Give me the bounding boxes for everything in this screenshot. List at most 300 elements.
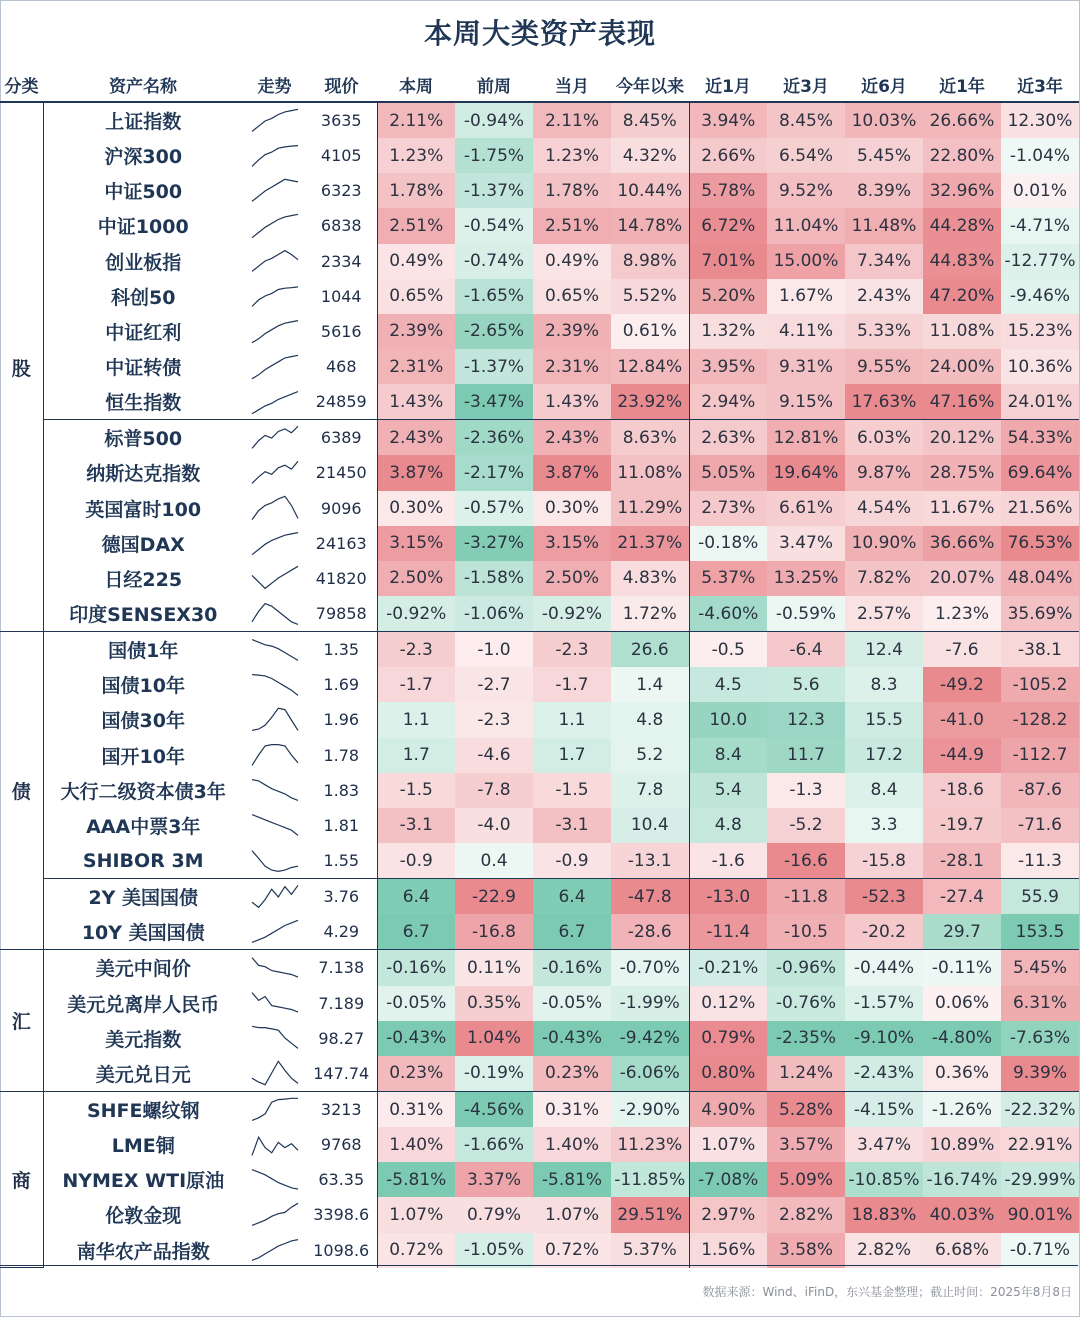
asset-name: 中证转债 [105, 357, 182, 380]
current-price: 1.35 [306, 632, 377, 668]
value-cell: -47.8 [611, 879, 689, 915]
table-row [0, 879, 1079, 915]
value-cell: 0.36% [923, 1056, 1001, 1092]
asset-performance-table [0, 68, 1079, 1268]
sparkline-svg [250, 740, 300, 770]
value-cell: 11.7 [767, 738, 845, 773]
value-cell: 8.45% [767, 102, 845, 138]
current-price: 2334 [306, 244, 377, 279]
value-cell: 17.2 [845, 738, 923, 773]
value-cell: 24.00% [923, 349, 1001, 384]
sparkline-svg [250, 246, 300, 276]
value-cell: 1.40% [377, 1127, 455, 1162]
value-cell: 6.03% [845, 420, 923, 456]
asset-name: 国开10年 [101, 745, 185, 768]
value-cell: 7.82% [845, 561, 923, 596]
value-cell: 3.3 [845, 808, 923, 843]
value-cell: 2.43% [845, 279, 923, 314]
asset-name: 美元中间价 [43, 950, 243, 986]
asset-name: 中证红利 [105, 321, 182, 344]
value-cell: 4.90% [689, 1091, 767, 1127]
trend-sparkline [243, 491, 306, 526]
asset-name: AAA中票3年 [86, 815, 201, 838]
sparkline-line [252, 391, 298, 413]
value-cell: -7.08% [689, 1162, 767, 1197]
value-cell: 8.3 [845, 667, 923, 702]
value-cell: 2.50% [533, 561, 611, 596]
value-cell: -2.36% [455, 420, 533, 456]
value-cell: 19.64% [767, 455, 845, 490]
sparkline-line [252, 745, 298, 766]
current-price: 9768 [306, 1127, 377, 1162]
category-label: 债 [0, 632, 43, 950]
value-cell: 8.45% [611, 102, 689, 138]
trend-sparkline [243, 914, 306, 950]
value-cell: 1.72% [611, 596, 689, 632]
trend-sparkline [243, 702, 306, 737]
sparkline-svg [250, 1165, 300, 1195]
value-cell: -0.76% [767, 986, 845, 1021]
value-cell: 0.49% [377, 244, 455, 279]
asset-name: 中证500 [104, 181, 183, 204]
sparkline-line [252, 1137, 298, 1155]
value-cell: 11.04% [767, 208, 845, 243]
column-header: 近6月 [845, 68, 923, 102]
value-cell: 3.87% [533, 455, 611, 490]
asset-name: 美元兑离岸人民币 [67, 993, 220, 1016]
asset-name: 恒生指数 [105, 392, 182, 415]
value-cell: -0.71% [1001, 1233, 1079, 1268]
current-price: 7.189 [306, 986, 377, 1021]
table-row [0, 1127, 1079, 1162]
value-cell: 10.36% [1001, 349, 1079, 384]
sparkline-svg [250, 528, 300, 558]
value-cell: 29.7 [923, 914, 1001, 950]
table-row [0, 102, 1079, 138]
value-cell: 3.15% [377, 526, 455, 561]
value-cell: 4.54% [845, 491, 923, 526]
value-cell: 6.61% [767, 491, 845, 526]
asset-name: LME铜 [111, 1135, 175, 1158]
value-cell: 35.69% [1001, 596, 1079, 632]
value-cell: -9.42% [611, 1021, 689, 1056]
value-cell: 1.07% [533, 1197, 611, 1232]
value-cell: 1.4 [611, 667, 689, 702]
current-price: 5616 [306, 314, 377, 349]
value-cell: -28.6 [611, 914, 689, 950]
value-cell: -9.10% [845, 1021, 923, 1056]
value-cell: 2.11% [377, 102, 455, 138]
value-cell: 4.83% [611, 561, 689, 596]
current-price: 468 [306, 349, 377, 384]
value-cell: 11.67% [923, 491, 1001, 526]
table-row [0, 420, 1079, 456]
table-row [0, 914, 1079, 950]
current-price: 6323 [306, 173, 377, 208]
table-row [0, 491, 1079, 526]
value-cell: 26.6 [611, 632, 689, 668]
column-header: 近1月 [689, 68, 767, 102]
value-cell: 0.30% [377, 491, 455, 526]
value-cell: -1.04% [1001, 138, 1079, 173]
value-cell: 8.39% [845, 173, 923, 208]
sparkline-line [252, 815, 298, 836]
current-price: 1.69 [306, 667, 377, 702]
trend-sparkline [243, 526, 306, 561]
value-cell: 4.32% [611, 138, 689, 173]
value-cell: 8.63% [611, 420, 689, 456]
value-cell: 11.08% [611, 455, 689, 490]
value-cell: 1.7 [377, 738, 455, 773]
sparkline-svg [250, 176, 300, 206]
value-cell: 2.57% [845, 596, 923, 632]
trend-sparkline [243, 1056, 306, 1092]
value-cell: -4.15% [845, 1091, 923, 1127]
table-row [0, 1021, 1079, 1056]
value-cell: 0.4 [455, 843, 533, 879]
value-cell: 1.04% [455, 1021, 533, 1056]
value-cell: 6.7 [377, 914, 455, 950]
value-cell: 2.73% [689, 491, 767, 526]
trend-sparkline [243, 244, 306, 279]
value-cell: 2.63% [689, 420, 767, 456]
value-cell: -0.05% [533, 986, 611, 1021]
column-header: 本周 [377, 68, 455, 102]
value-cell: 3.58% [767, 1233, 845, 1268]
sparkline-svg [250, 493, 300, 523]
asset-name: 日经225 [104, 568, 183, 591]
trend-sparkline [243, 738, 306, 773]
value-cell: 20.12% [923, 420, 1001, 456]
table-row [0, 455, 1079, 490]
value-cell: 48.04% [1001, 561, 1079, 596]
current-price: 1.78 [306, 738, 377, 773]
value-cell: 17.63% [845, 384, 923, 420]
value-cell: -112.7 [1001, 738, 1079, 773]
value-cell: -0.43% [533, 1021, 611, 1056]
value-cell: 7.34% [845, 244, 923, 279]
trend-sparkline [243, 138, 306, 173]
value-cell: 18.83% [845, 1197, 923, 1232]
sparkline-line [252, 920, 298, 942]
sparkline-line [252, 639, 298, 660]
value-cell: -1.66% [455, 1127, 533, 1162]
value-cell: -1.5 [377, 773, 455, 808]
trend-sparkline [243, 808, 306, 843]
value-cell: 28.75% [923, 455, 1001, 490]
value-cell: -0.54% [455, 208, 533, 243]
value-cell: 5.6 [767, 667, 845, 702]
value-cell: -11.4 [689, 914, 767, 950]
value-cell: -1.6 [689, 843, 767, 879]
value-cell: -9.46% [1001, 279, 1079, 314]
value-cell: 6.7 [533, 914, 611, 950]
column-header: 近3月 [767, 68, 845, 102]
value-cell: -10.5 [767, 914, 845, 950]
value-cell: 0.06% [923, 986, 1001, 1021]
value-cell: 9.31% [767, 349, 845, 384]
value-cell: 20.07% [923, 561, 1001, 596]
table-row [0, 808, 1079, 843]
value-cell: -1.06% [455, 596, 533, 632]
value-cell: -0.59% [767, 596, 845, 632]
value-cell: -105.2 [1001, 667, 1079, 702]
value-cell: 32.96% [923, 173, 1001, 208]
value-cell: 40.03% [923, 1197, 1001, 1232]
sparkline-svg [250, 846, 300, 876]
value-cell: -10.85% [845, 1162, 923, 1197]
value-cell: 7.01% [689, 244, 767, 279]
value-cell: -7.8 [455, 773, 533, 808]
value-cell: -0.11% [923, 950, 1001, 986]
value-cell: 10.89% [923, 1127, 1001, 1162]
value-cell: -5.2 [767, 808, 845, 843]
trend-sparkline [243, 314, 306, 349]
value-cell: 2.39% [533, 314, 611, 349]
value-cell: -2.90% [611, 1091, 689, 1127]
current-price: 24163 [306, 526, 377, 561]
value-cell: -0.92% [533, 596, 611, 632]
sparkline-line [252, 993, 298, 1013]
trend-sparkline [243, 1233, 306, 1268]
value-cell: -4.71% [1001, 208, 1079, 243]
value-cell: 1.23% [923, 596, 1001, 632]
category-label: 商 [0, 1091, 43, 1267]
value-cell: 6.54% [767, 138, 845, 173]
sparkline-svg [250, 141, 300, 171]
asset-name: 美元指数 [105, 1028, 182, 1051]
value-cell: 0.72% [533, 1233, 611, 1268]
sparkline-line [252, 1062, 298, 1085]
value-cell: 0.49% [533, 244, 611, 279]
trend-sparkline [243, 1162, 306, 1197]
value-cell: -2.3 [377, 632, 455, 668]
sparkline-line [252, 1098, 298, 1120]
value-cell: 76.53% [1001, 526, 1079, 561]
table-row [0, 702, 1079, 737]
column-header: 今年以来 [611, 68, 689, 102]
value-cell: -128.2 [1001, 702, 1079, 737]
trend-sparkline [243, 950, 306, 986]
asset-name: 标普500 [43, 420, 243, 456]
value-cell: -2.3 [455, 702, 533, 737]
value-cell: 9.52% [767, 173, 845, 208]
value-cell: -19.7 [923, 808, 1001, 843]
value-cell: 11.08% [923, 314, 1001, 349]
table-bottom-rule [0, 1265, 1078, 1266]
value-cell: -2.3 [533, 632, 611, 668]
sparkline-line [252, 496, 298, 519]
sparkline-line [252, 567, 298, 589]
sparkline-svg [250, 458, 300, 488]
value-cell: 0.01% [1001, 173, 1079, 208]
sparkline-svg [250, 635, 300, 665]
value-cell: -1.7 [533, 667, 611, 702]
value-cell: -4.60% [689, 596, 767, 632]
table-row [0, 244, 1079, 279]
value-cell: 0.65% [377, 279, 455, 314]
value-cell: 11.29% [611, 491, 689, 526]
value-cell: 6.4 [377, 879, 455, 915]
value-cell: 1.1 [377, 702, 455, 737]
value-cell: -1.3 [767, 773, 845, 808]
value-cell: 47.16% [923, 384, 1001, 420]
value-cell: 0.23% [377, 1056, 455, 1092]
table-row [0, 173, 1079, 208]
value-cell: -0.70% [611, 950, 689, 986]
sparkline-line [252, 1027, 298, 1049]
sparkline-svg [250, 1095, 300, 1125]
sparkline-line [252, 1169, 298, 1189]
value-cell: 4.8 [611, 702, 689, 737]
sparkline-svg [250, 705, 300, 735]
asset-name: 沪深300 [104, 146, 183, 169]
sparkline-svg [250, 352, 300, 382]
value-cell: 0.23% [533, 1056, 611, 1092]
asset-name: 10Y 美国国债 [81, 922, 205, 945]
value-cell: 0.65% [533, 279, 611, 314]
value-cell: 0.12% [689, 986, 767, 1021]
value-cell: -41.0 [923, 702, 1001, 737]
source-note: 数据来源：Wind、iFinD，东兴基金整理；截止时间：2025年8月8日 [702, 1285, 1072, 1299]
sparkline-svg [250, 106, 300, 136]
value-cell: 21.37% [611, 526, 689, 561]
value-cell: 6.31% [1001, 986, 1079, 1021]
table-row [0, 349, 1079, 384]
value-cell: 0.30% [533, 491, 611, 526]
value-cell: 11.48% [845, 208, 923, 243]
asset-name: 2Y 美国国债 [43, 879, 243, 915]
sparkline-svg [250, 988, 300, 1018]
value-cell: -44.9 [923, 738, 1001, 773]
value-cell: 6.72% [689, 208, 767, 243]
value-cell: -2.65% [455, 314, 533, 349]
sparkline-line [252, 603, 298, 624]
value-cell: 0.79% [455, 1197, 533, 1232]
value-cell: -38.1 [1001, 632, 1079, 668]
category-label: 汇 [0, 950, 43, 1092]
sparkline-svg [250, 775, 300, 805]
table-row [0, 596, 1079, 632]
value-cell: -0.57% [455, 491, 533, 526]
value-cell: 1.07% [377, 1197, 455, 1232]
value-cell: 2.51% [377, 208, 455, 243]
value-cell: -0.92% [377, 596, 455, 632]
value-cell: 21.56% [1001, 491, 1079, 526]
sparkline-svg [250, 211, 300, 241]
sparkline-line [252, 109, 298, 131]
current-price: 1.83 [306, 773, 377, 808]
table-row [0, 773, 1079, 808]
sparkline-svg [250, 387, 300, 417]
sparkline-line [252, 885, 298, 907]
value-cell: 5.78% [689, 173, 767, 208]
sparkline-svg [250, 1235, 300, 1265]
value-cell: -2.17% [455, 455, 533, 490]
trend-sparkline [243, 1021, 306, 1056]
value-cell: 11.23% [611, 1127, 689, 1162]
value-cell: -3.1 [377, 808, 455, 843]
value-cell: 5.45% [845, 138, 923, 173]
value-cell: -1.5 [533, 773, 611, 808]
value-cell: -1.37% [455, 349, 533, 384]
value-cell: -7.6 [923, 632, 1001, 668]
sparkline-line [252, 674, 298, 695]
value-cell: 9.87% [845, 455, 923, 490]
trend-sparkline [243, 455, 306, 490]
value-cell: 6.68% [923, 1233, 1001, 1268]
value-cell: -1.57% [845, 986, 923, 1021]
value-cell: 2.11% [533, 102, 611, 138]
value-cell: 24.01% [1001, 384, 1079, 420]
value-cell: 5.52% [611, 279, 689, 314]
current-price: 3.76 [306, 879, 377, 915]
current-price: 7.138 [306, 950, 377, 986]
column-header: 近3年 [1001, 68, 1079, 102]
value-cell: 13.25% [767, 561, 845, 596]
sparkline-line [252, 355, 298, 378]
value-cell: 2.39% [377, 314, 455, 349]
asset-name: 南华农产品指数 [76, 1240, 210, 1263]
table-row [0, 138, 1079, 173]
value-cell: -1.75% [455, 138, 533, 173]
value-cell: 0.31% [377, 1091, 455, 1127]
value-cell: 55.9 [1001, 879, 1079, 915]
value-cell: 44.83% [923, 244, 1001, 279]
value-cell: 5.09% [767, 1162, 845, 1197]
column-header: 当月 [533, 68, 611, 102]
current-price: 1098.6 [306, 1233, 377, 1268]
sparkline-line [252, 321, 298, 343]
trend-sparkline [243, 879, 306, 915]
table-row [0, 1091, 1079, 1127]
value-cell: 0.61% [611, 314, 689, 349]
trend-sparkline [243, 173, 306, 208]
value-cell: 0.35% [455, 986, 533, 1021]
value-cell: -3.47% [455, 384, 533, 420]
value-cell: 8.4 [689, 738, 767, 773]
table-row [0, 526, 1079, 561]
current-price: 3213 [306, 1091, 377, 1127]
value-cell: 5.05% [689, 455, 767, 490]
trend-sparkline [243, 561, 306, 596]
value-cell: 1.43% [377, 384, 455, 420]
table-row [0, 843, 1079, 879]
value-cell: -11.3 [1001, 843, 1079, 879]
value-cell: 12.4 [845, 632, 923, 668]
asset-name: 国债1年 [43, 632, 243, 668]
value-cell: -13.0 [689, 879, 767, 915]
trend-sparkline [243, 596, 306, 632]
value-cell: -11.85% [611, 1162, 689, 1197]
value-cell: -16.8 [455, 914, 533, 950]
sparkline-svg [250, 599, 300, 629]
trend-sparkline [243, 349, 306, 384]
sparkline-svg [250, 423, 300, 453]
current-price: 4105 [306, 138, 377, 173]
value-cell: -7.63% [1001, 1021, 1079, 1056]
trend-sparkline [243, 773, 306, 808]
value-cell: 2.31% [533, 349, 611, 384]
trend-sparkline [243, 1127, 306, 1162]
value-cell: 1.56% [689, 1233, 767, 1268]
value-cell: 0.31% [533, 1091, 611, 1127]
value-cell: 0.80% [689, 1056, 767, 1092]
value-cell: 5.37% [611, 1233, 689, 1268]
asset-name: 英国富时100 [85, 498, 202, 521]
sparkline-line [252, 214, 298, 237]
value-cell: -11.8 [767, 879, 845, 915]
